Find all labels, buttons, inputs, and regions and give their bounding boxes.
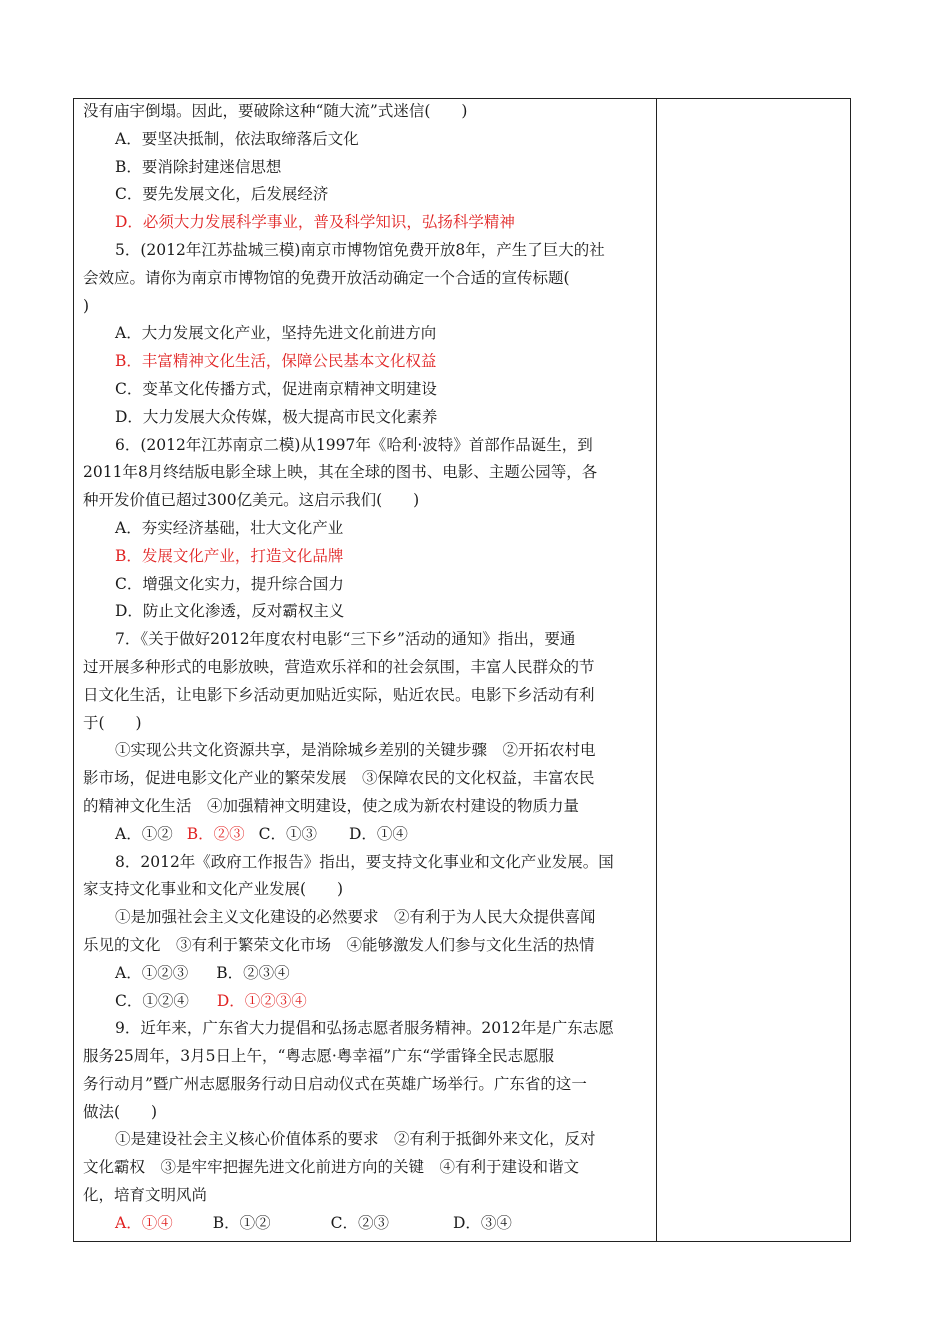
option-a: A．夯实经济基础，壮大文化产业 — [115, 518, 344, 537]
statement-line: 文化霸权 ③是牢牢把握先进文化前进方向的关键 ④有利于建设和谐文 — [83, 1158, 580, 1177]
text-line: 会效应。请你为南京市博物馆的免费开放活动确定一个合适的宣传标题( — [83, 268, 570, 287]
answer-option-a: A．①④ — [115, 1213, 173, 1232]
option-b: B．①② — [212, 1213, 271, 1232]
statement-line: ①实现公共文化资源共享，是消除城乡差别的关键步骤 ②开拓农村电 — [115, 741, 596, 760]
text-line: 没有庙宇倒塌。因此，要破除这种“随大流”式迷信( ) — [83, 102, 468, 120]
option-d: D．①④ — [348, 824, 408, 843]
text-line: 过开展多种形式的电影放映，营造欢乐祥和的社会氛围，丰富人民群众的节 — [83, 657, 595, 676]
statement-line: ①是建设社会主义核心价值体系的要求 ②有利于抵御外来文化，反对 — [115, 1130, 596, 1149]
question-9-options — [83, 1210, 649, 1238]
option-a: A．要坚决抵制，依法取缔落后文化 — [115, 129, 359, 148]
option-c: C．②③ — [330, 1213, 389, 1232]
option-c: C．①③ — [258, 824, 317, 843]
answer-option-b: B．丰富精神文化生活，保障公民基本文化权益 — [115, 352, 437, 371]
text-line: 种开发价值已超过300亿美元。这启示我们( ) — [83, 491, 420, 510]
option-b: B．要消除封建迷信思想 — [115, 157, 282, 176]
question-5-stem: 5．(2012年江苏盐城三模)南京市博物馆免费开放8年，产生了巨大的社 — [115, 240, 605, 259]
text-line: 服务25周年，3月5日上午，“粤志愿·粤幸福”广东“学雷锋全民志愿服 — [83, 1047, 555, 1066]
option-c: C．要先发展文化，后发展经济 — [115, 185, 329, 204]
question-7-stem: 7．《关于做好2012年度农村电影“三下乡”活动的通知》指出，要通 — [115, 630, 576, 649]
question-8-options-row1 — [83, 960, 649, 988]
option-c: C．增强文化实力，提升综合国力 — [115, 574, 344, 593]
text-line: ) — [83, 296, 90, 315]
question-8-stem: 8．2012年《政府工作报告》指出，要支持文化事业和文化产业发展。国 — [115, 852, 614, 871]
option-a: A．①② — [115, 824, 173, 843]
text-line: 家支持文化事业和文化产业发展( ) — [83, 880, 344, 899]
answer-option-d: D．必须大力发展科学事业，普及科学知识，弘扬科学精神 — [115, 213, 515, 232]
option-d: D．防止文化渗透，反对霸权主义 — [115, 602, 345, 621]
question-9-stem: 9．近年来，广东省大力提倡和弘扬志愿者服务精神。2012年是广东志愿 — [115, 1019, 614, 1038]
text-line: 务行动月”暨广州志愿服务行动日启动仪式在英雄广场举行。广东省的这一 — [83, 1074, 587, 1093]
statement-line: 化，培育文明风尚 — [83, 1186, 208, 1205]
option-b: B．②③④ — [216, 963, 290, 982]
option-a: A．①②③ — [115, 963, 189, 982]
question-7-options — [83, 821, 649, 849]
answer-option-b: B．②③ — [186, 824, 245, 843]
question-6-stem: 6．(2012年江苏南京二模)从1997年《哈利·波特》首部作品诞生，到 — [115, 435, 593, 454]
column-divider — [656, 98, 657, 1242]
statement-line: 影市场，促进电影文化产业的繁荣发展 ③保障农民的文化权益，丰富农民 — [83, 769, 595, 788]
answer-option-b: B．发展文化产业，打造文化品牌 — [115, 546, 344, 565]
option-c: C．①②④ — [115, 991, 189, 1010]
text-line: 日文化生活，让电影下乡活动更加贴近实际，贴近农民。电影下乡活动有利 — [83, 685, 595, 704]
option-d: D．大力发展大众传媒，极大提高市民文化素养 — [115, 407, 438, 426]
answer-option-d: D．①②③④ — [216, 991, 307, 1010]
question-8-options-row2 — [83, 988, 649, 1016]
text-line: 2011年8月终结版电影全球上映，其在全球的图书、电影、主题公园等，各 — [83, 463, 598, 482]
option-c: C．变革文化传播方式，促进南京精神文明建设 — [115, 379, 437, 398]
option-d: D．③④ — [452, 1213, 512, 1232]
text-line: 于( ) — [83, 713, 142, 732]
statement-line: 的精神文化生活 ④加强精神文明建设，使之成为新农村建设的物质力量 — [83, 796, 580, 815]
option-a: A．大力发展文化产业，坚持先进文化前进方向 — [115, 324, 437, 343]
text-line: 做法( ) — [83, 1102, 158, 1121]
question-content — [83, 98, 649, 1238]
statement-line: ①是加强社会主义文化建设的必然要求 ②有利于为人民大众提供喜闻 — [115, 908, 596, 927]
statement-line: 乐见的文化 ③有利于繁荣文化市场 ④能够激发人们参与文化生活的热情 — [83, 935, 595, 954]
